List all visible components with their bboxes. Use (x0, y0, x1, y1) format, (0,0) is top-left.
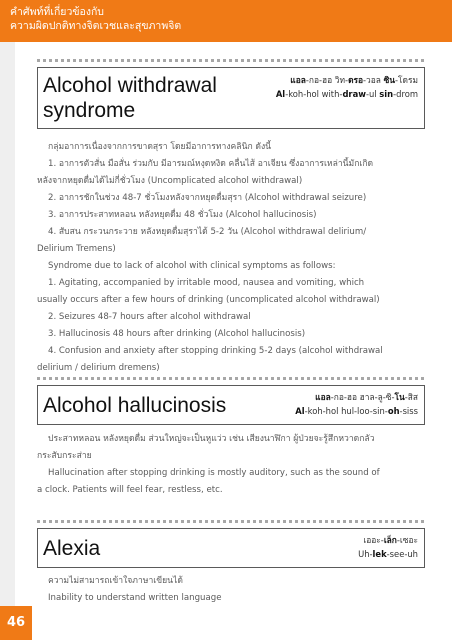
stressed-syllable: เล็ก (383, 535, 397, 545)
dotted-divider (37, 377, 424, 380)
syllable: -drom (393, 89, 418, 99)
syllable: -กอ-ฮอ วิท- (305, 75, 349, 85)
chapter-header-bar (0, 0, 452, 42)
stressed-syllable: sin (379, 89, 394, 99)
left-margin-strip (0, 42, 15, 640)
syllable: เออะ- (363, 535, 384, 545)
definition-line: Syndrome due to lack of alcohol with clinical symptoms as follows: (48, 261, 336, 271)
thai-pronunciation (290, 73, 418, 87)
stressed-syllable: oh (387, 406, 400, 416)
romanized-pronunciation (276, 89, 418, 99)
romanized-pronunciation (295, 406, 418, 416)
definition-line: delirium / delirium dremens) (37, 363, 160, 373)
term-title-line-1: Alcohol withdrawal (43, 74, 217, 97)
thai-pronunciation (363, 533, 418, 547)
chapter-title-line-2: ความผิดปกติทางจิตเวชและสุขภาพจิต (10, 20, 182, 32)
definition-line: กระสับกระส่าย (37, 451, 92, 461)
definition-line: usually occurs after a few hours of drinking (uncomplicated alcohol withdrawal) (37, 295, 380, 305)
definition-line: 4. Confusion and anxiety after stopping drinking 5-2 days (alcohol withdrawal (48, 346, 383, 356)
definition-line: 1. อาการตัวสั่น มือสั่น ร่วมกับ มีอารมณ์หงุดหงิด คลื่นไส้ อาเจียน ซึ่งอาการเหล่านี้มักเกิด (48, 159, 374, 169)
definition-line: 3. Hallucinosis 48 hours after drinking (Alcohol hallucinosis) (48, 329, 306, 339)
definition-line: ความไม่สามารถเข้าใจภาษาเขียนได้ (48, 576, 183, 586)
stressed-syllable: แอล (290, 75, 306, 85)
term-title-line-2: syndrome (43, 99, 136, 122)
definition-line: 1. Agitating, accompanied by irritable mood, nausea and vomiting, which (48, 278, 365, 288)
syllable: -สิส (404, 392, 418, 402)
dotted-divider (37, 520, 424, 523)
definition-line: Delirium Tremens) (37, 244, 116, 254)
romanized-pronunciation (358, 549, 418, 559)
stressed-syllable: ดรอ (348, 75, 364, 85)
syllable: -กอ-ฮอ ฮาล-ลู-ซิ- (330, 392, 395, 402)
thai-pronunciation (315, 390, 418, 404)
syllable: Uh- (358, 549, 373, 559)
syllable: -โดรม (395, 75, 418, 85)
syllable: -koh-hol with- (285, 89, 343, 99)
definition-line: 2. Seizures 48-7 hours after alcohol withdrawal (48, 312, 251, 322)
syllable: -see-uh (386, 549, 418, 559)
stressed-syllable: draw (342, 89, 366, 99)
stressed-syllable: Al (275, 89, 286, 99)
definition-line: 4. สับสน กระวนกระวาย หลังหยุดดื่มสุราได้ 5-2 วัน (Alcohol withdrawal delirium/ (48, 227, 367, 237)
term-title: Alcohol hallucinosis (43, 394, 227, 417)
syllable: -เซอะ (396, 535, 418, 545)
stressed-syllable: ซิน (383, 75, 396, 85)
syllable: -วอล (363, 75, 384, 85)
definition-line: หลังจากหยุดดื่มได้ไม่กี่ชั่วโมง (Uncomplicated alcohol withdrawal) (37, 176, 303, 186)
stressed-syllable: โน (394, 392, 405, 402)
definition-line: Hallucination after stopping drinking is mostly auditory, such as the sound of (48, 468, 380, 478)
syllable: -ul (365, 89, 380, 99)
term-box-alcohol-withdrawal-syndrome (37, 67, 425, 129)
chapter-title-line-1: คำศัพท์ที่เกี่ยวข้องกับ (10, 6, 104, 18)
term-title: Alexia (43, 537, 101, 560)
definition-line: กลุ่มอาการเนื่องจากการขาดสุรา โดยมีอาการทางคลินิก ดังนี้ (48, 142, 272, 152)
definition-line: Inability to understand written language (48, 593, 222, 603)
definition-line: 2. อาการชักในช่วง 48-7 ชั่วโมงหลังจากหยุดดื่มสุรา (Alcohol withdrawal seizure) (48, 193, 367, 203)
page-number: 46 (0, 606, 32, 640)
syllable: -siss (399, 406, 418, 416)
dotted-divider (37, 59, 424, 62)
term-box-alexia (37, 528, 425, 568)
definition-line: a clock. Patients will feel fear, restless, etc. (37, 485, 223, 495)
definition-line: ประสาทหลอน หลังหยุดดื่ม ส่วนใหญ่จะเป็นหูแว่ว เช่น เสียงนาฬิกา ผู้ป่วยจะรู้สึกหวาดกลัว (48, 434, 375, 444)
syllable: -koh-hol hul-loo-sin- (304, 406, 388, 416)
stressed-syllable: Al (295, 406, 305, 416)
stressed-syllable: lek (372, 549, 387, 559)
term-box-alcohol-hallucinosis (37, 385, 425, 425)
definition-line: 3. อาการประสาทหลอน หลังหยุดดื่ม 48 ชั่วโมง (Alcohol hallucinosis) (48, 210, 317, 220)
stressed-syllable: แอล (315, 392, 331, 402)
